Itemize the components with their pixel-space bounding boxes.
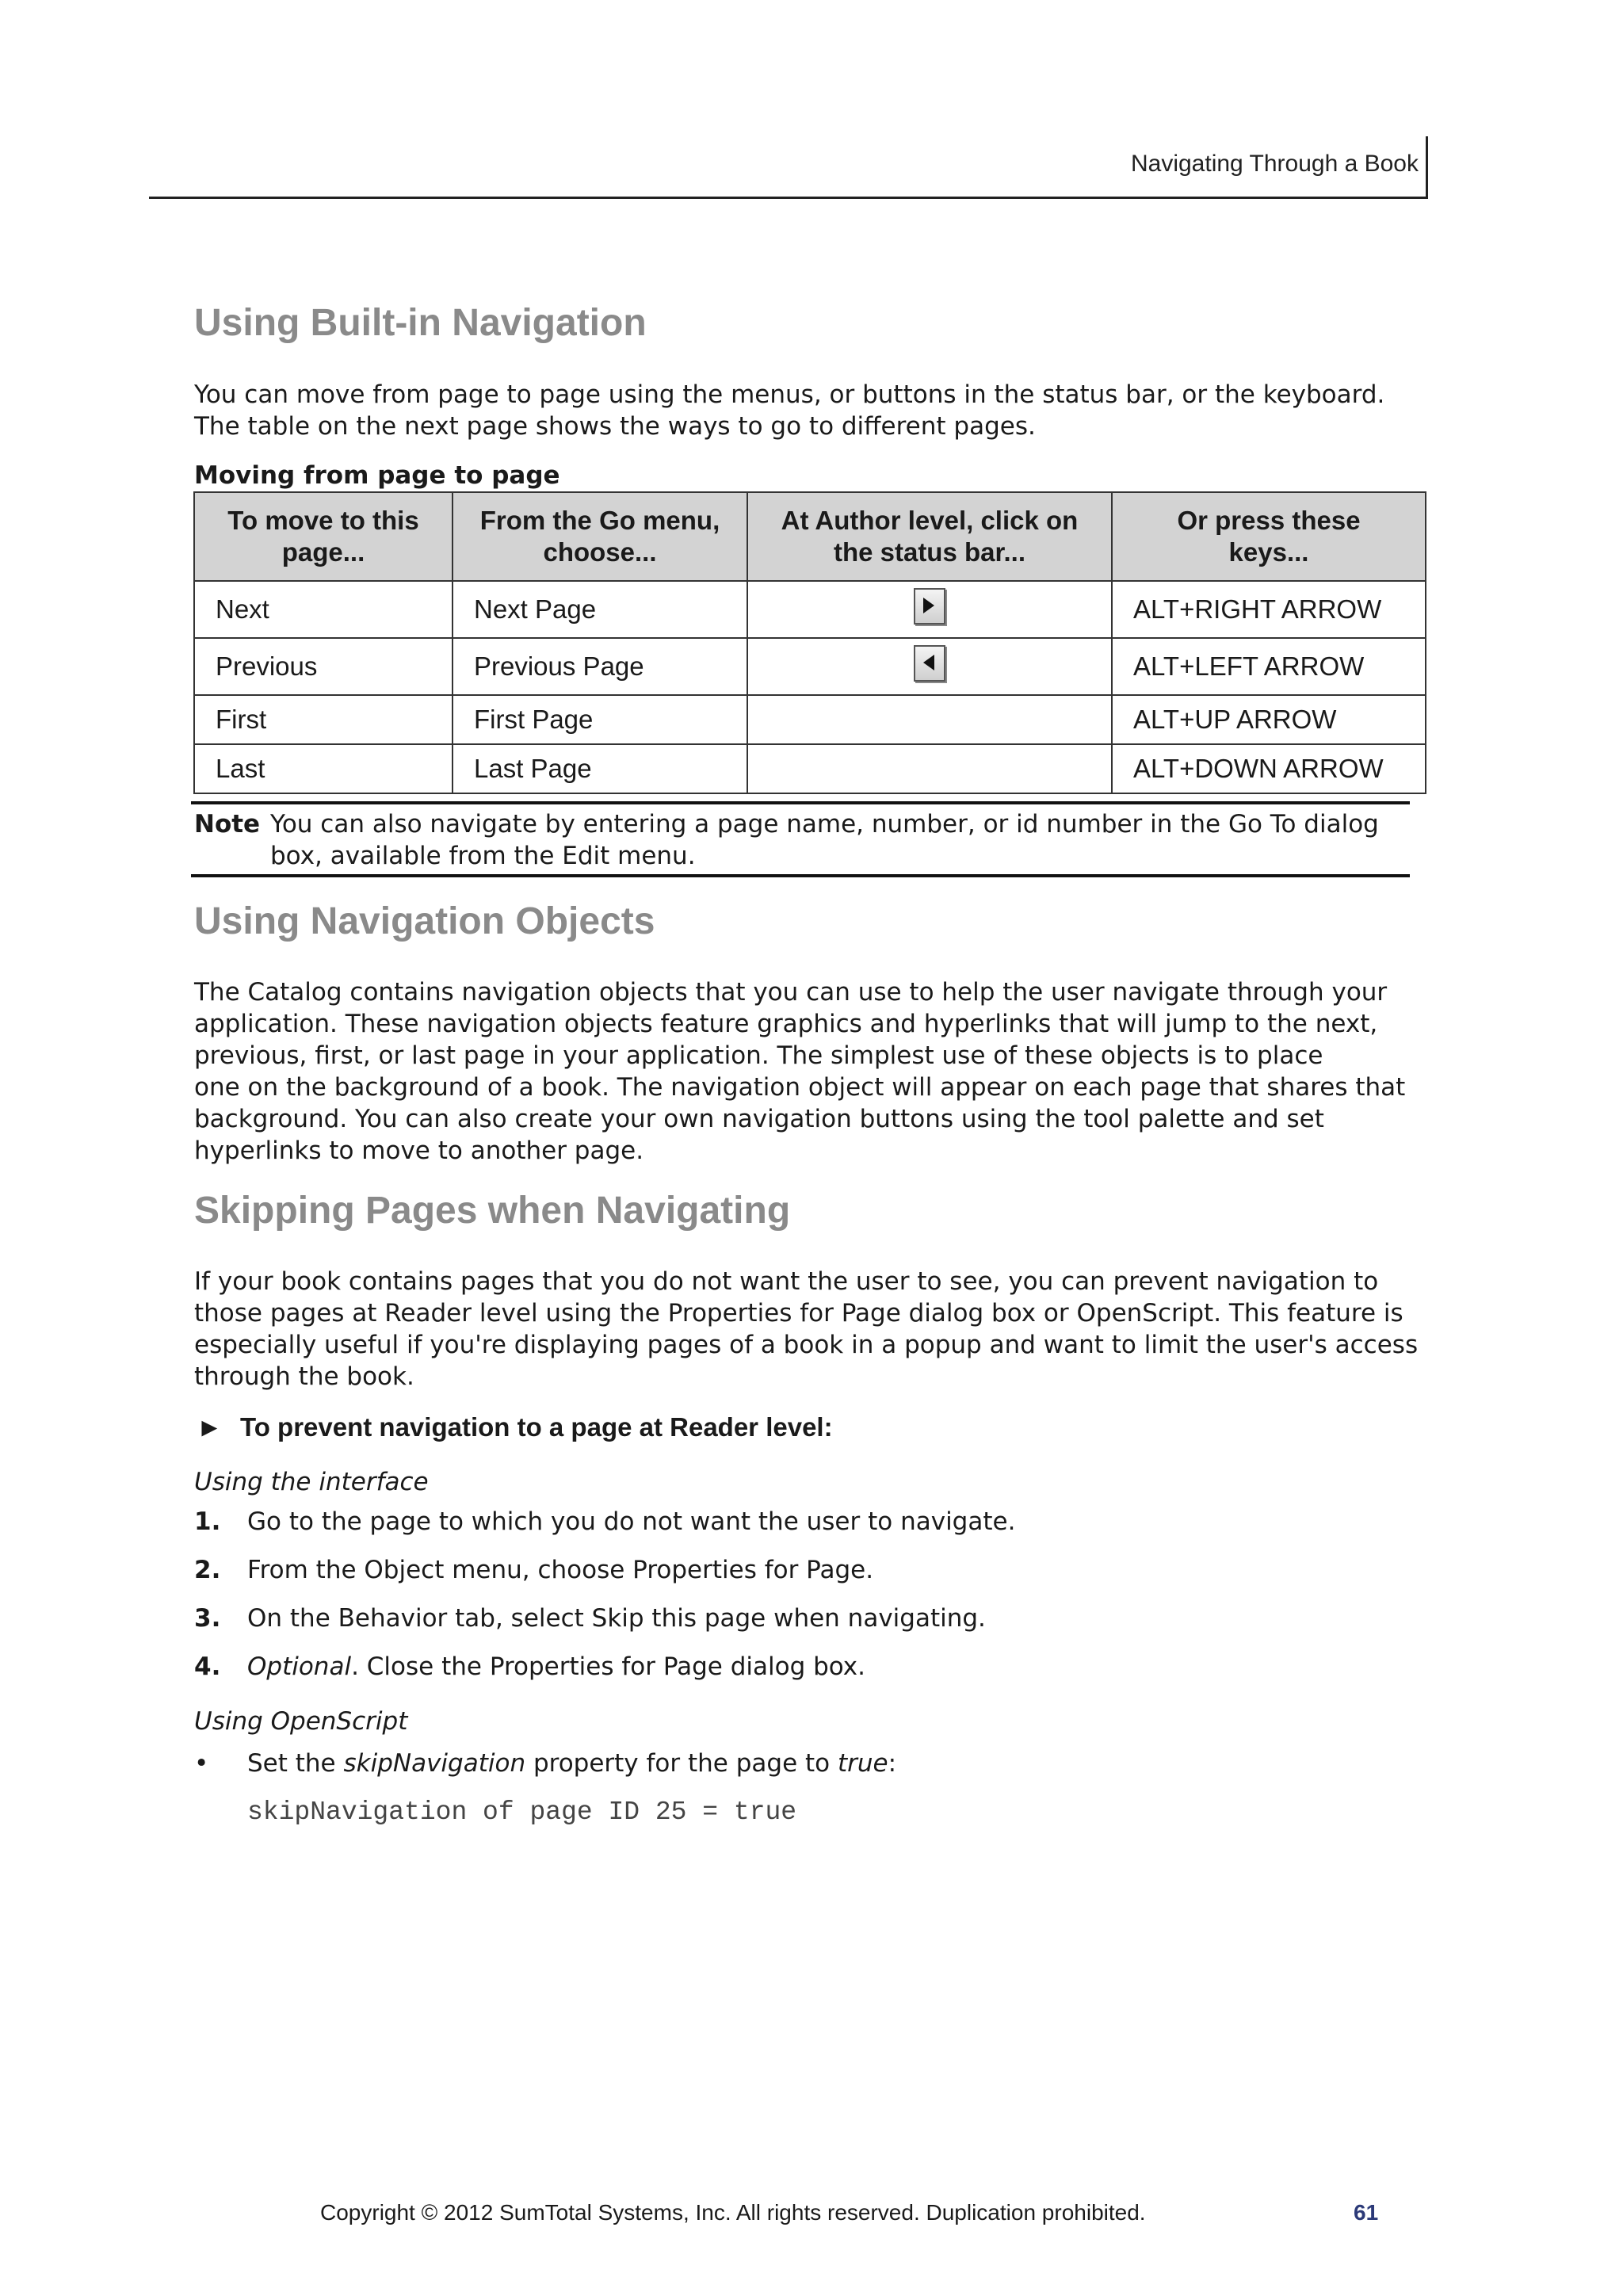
list-item	[194, 1603, 1430, 1651]
cell-menu: Previous Page	[453, 638, 747, 695]
header-rule	[149, 197, 1428, 199]
list-item	[194, 1554, 1430, 1603]
step-number: 2.	[194, 1556, 221, 1584]
para-line: application. These navigation objects feature graphics and hyperlinks that will jump to the next,	[194, 1010, 1378, 1038]
cell-status-button	[747, 638, 1112, 695]
para-line: through the book.	[194, 1362, 414, 1391]
bullet-icon: •	[194, 1749, 209, 1778]
step-list	[194, 1506, 1430, 1699]
header-vertical-rule	[1426, 136, 1428, 198]
cell-menu: Last Page	[453, 744, 747, 793]
optional-label: Optional	[247, 1652, 352, 1681]
cell-status-button	[747, 581, 1112, 638]
section3-paragraph	[194, 1266, 1430, 1392]
copyright-footer: Copyright © 2012 SumTotal Systems, Inc. All rights reserved. Duplication prohibited.	[320, 2200, 1146, 2225]
note-line: box, available from the Edit menu.	[270, 842, 696, 870]
bullet-text: Set the skipNavigation property for the page to true:	[247, 1749, 897, 1778]
step-text: From the Object menu, choose Properties for Page.	[247, 1556, 874, 1584]
table-caption: Moving from page to page	[194, 461, 560, 490]
procedure-title: To prevent navigation to a page at Reader level:	[240, 1412, 833, 1442]
previous-page-icon	[914, 645, 945, 682]
col-header-status-bar: At Author level, click on the status bar...	[747, 492, 1112, 581]
table-header-row	[194, 492, 1426, 581]
cell-keys: ALT+LEFT ARROW	[1112, 638, 1426, 695]
note-text	[270, 808, 1427, 872]
col-header-target: To move to this page...	[194, 492, 453, 581]
using-interface-label: Using the interface	[194, 1468, 429, 1496]
para-line: If your book contains pages that you do not want the user to see, you can prevent navigation to	[194, 1267, 1379, 1296]
cell-status-button	[747, 695, 1112, 744]
para-line: previous, first, or last page in your application. The simplest use of these objects is to place	[194, 1041, 1323, 1070]
para-line: The Catalog contains navigation objects that you can use to help the user navigate through your	[194, 978, 1388, 1007]
step-number: 4.	[194, 1652, 221, 1681]
para-line: You can move from page to page using the menus, or buttons in the status bar, or the keyboard.	[194, 380, 1385, 409]
bullet-item	[194, 1748, 1430, 1779]
property-name: skipNavigation	[343, 1749, 526, 1778]
note-label: Note	[194, 810, 261, 839]
cell-keys: ALT+DOWN ARROW	[1112, 744, 1426, 793]
step-text: Go to the page to which you do not want the user to navigate.	[247, 1507, 1016, 1536]
para-line: those pages at Reader level using the Properties for Page dialog box or OpenScript. This feature is	[194, 1299, 1403, 1328]
cell-target: Last	[194, 744, 453, 793]
section-heading-built-in-navigation: Using Built-in Navigation	[194, 302, 647, 344]
cell-keys: ALT+UP ARROW	[1112, 695, 1426, 744]
list-item	[194, 1506, 1430, 1554]
step-number: 1.	[194, 1507, 221, 1536]
col-header-keys: Or press these keys...	[1112, 492, 1426, 581]
cell-target: Previous	[194, 638, 453, 695]
navigation-table	[193, 491, 1426, 794]
running-header: Navigating Through a Book	[1130, 151, 1419, 177]
note-top-rule	[191, 801, 1410, 804]
cell-target: Next	[194, 581, 453, 638]
cell-keys: ALT+RIGHT ARROW	[1112, 581, 1426, 638]
note-bottom-rule	[191, 874, 1410, 877]
table-row	[194, 638, 1426, 695]
para-line: hyperlinks to move to another page.	[194, 1137, 644, 1165]
table-row	[194, 695, 1426, 744]
cell-status-button	[747, 744, 1112, 793]
step-text: On the Behavior tab, select Skip this page when navigating.	[247, 1604, 986, 1633]
property-value: true	[837, 1749, 888, 1778]
para-line: especially useful if you're displaying pages of a book in a popup and want to limit the user's access	[194, 1331, 1419, 1359]
next-page-icon	[914, 588, 945, 625]
note-line: You can also navigate by entering a page name, number, or id number in the Go To dialog	[270, 810, 1379, 839]
section-heading-skipping-pages: Skipping Pages when Navigating	[194, 1190, 791, 1232]
step-text: Optional. Close the Properties for Page dialog box.	[247, 1652, 866, 1681]
para-line: background. You can also create your own navigation buttons using the tool palette and set	[194, 1105, 1324, 1133]
step-number: 3.	[194, 1604, 221, 1633]
section2-paragraph	[194, 976, 1430, 1167]
cell-menu: Next Page	[453, 581, 747, 638]
section-heading-navigation-objects: Using Navigation Objects	[194, 900, 655, 942]
col-header-menu: From the Go menu, choose...	[453, 492, 747, 581]
table-row	[194, 581, 1426, 638]
para-line: one on the background of a book. The navigation object will appear on each page that shares that	[194, 1073, 1406, 1102]
cell-menu: First Page	[453, 695, 747, 744]
section1-paragraph	[194, 379, 1430, 442]
page-number: 61	[1354, 2200, 1379, 2225]
procedure-arrow-icon: ►	[197, 1412, 223, 1442]
para-line: The table on the next page shows the ways to go to different pages.	[194, 412, 1036, 441]
table-row	[194, 744, 1426, 793]
list-item	[194, 1651, 1430, 1699]
using-openscript-label: Using OpenScript	[194, 1707, 408, 1736]
code-sample: skipNavigation of page ID 25 = true	[247, 1797, 797, 1827]
cell-target: First	[194, 695, 453, 744]
